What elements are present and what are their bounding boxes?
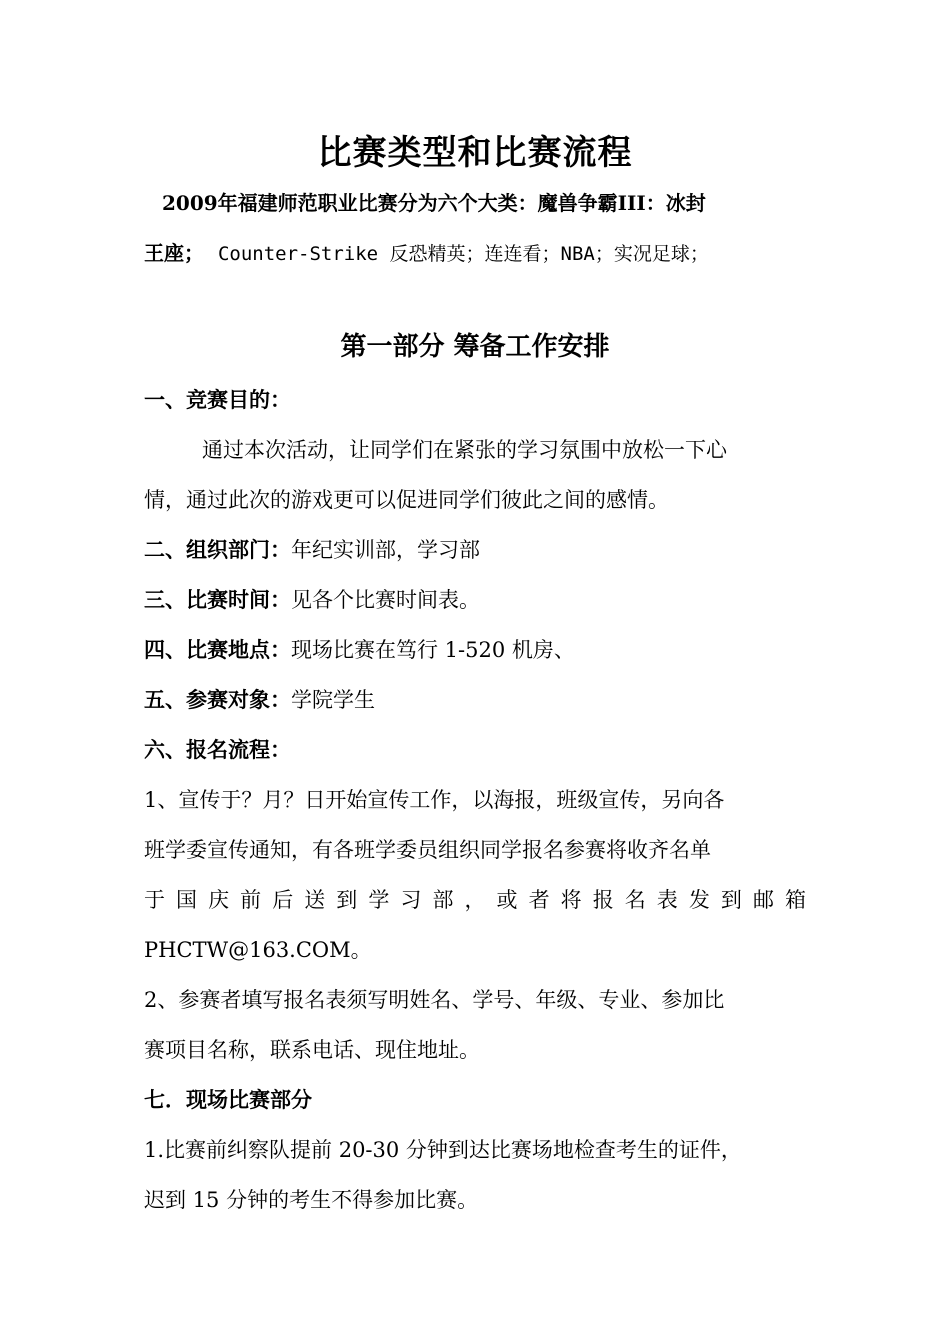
- intro-line-1: 2009年福建师范职业比赛分为六个大类：魔兽争霸III：冰封: [162, 191, 706, 215]
- item-6-1-line-3: 于国庆前后送到学习部，或者将报名表发到邮箱: [144, 888, 806, 912]
- item-2-value: 年纪实训部，学习部: [291, 538, 480, 562]
- item-1-label: 一、竞赛目的：: [144, 387, 291, 412]
- intro-line-2: [144, 228, 806, 279]
- item-6-1-line-4: PHCTW@163.COM。: [144, 938, 372, 962]
- document-title: 比赛类型和比赛流程: [317, 133, 633, 173]
- item-6-1-line-2: 班学委宣传通知，有各班学委员组织同学报名参赛将收齐名单: [144, 838, 711, 862]
- spacer: [144, 279, 806, 319]
- item-2-label: 二、组织部门：: [144, 537, 291, 562]
- section-title: 第一部分 筹备工作安排: [340, 332, 610, 362]
- item-1-para-line-1: 通过本次活动，让同学们在紧张的学习氛围中放松一下心: [202, 438, 727, 462]
- item-5-label: 五、参赛对象：: [144, 687, 291, 712]
- item-4-value: 现场比赛在笃行 1-520 机房、: [291, 638, 575, 662]
- item-2: [144, 525, 806, 575]
- item-3: [144, 575, 806, 625]
- item-6-1-line-1: 1、宣传于？月？日开始宣传工作，以海报，班级宣传，另向各: [144, 788, 725, 812]
- item-5: [144, 675, 806, 725]
- item-3-value: 见各个比赛时间表。: [291, 588, 480, 612]
- item-4: [144, 625, 806, 675]
- item-5-value: 学院学生: [291, 688, 375, 712]
- item-6-2-line-2: 赛项目名称，联系电话、现住地址。: [144, 1038, 480, 1062]
- intro-line-2-part-b: Counter-Strike 反恐精英；连连看；NBA；实况足球；: [217, 243, 709, 265]
- item-7-1-line-2: 迟到 15 分钟的考生不得参加比赛。: [144, 1188, 479, 1212]
- item-3-label: 三、比赛时间：: [144, 587, 291, 612]
- item-4-label: 四、比赛地点：: [144, 637, 291, 662]
- intro-line-2-part-a: 王座；: [144, 241, 204, 265]
- item-1-para-line-2: 情，通过此次的游戏更可以促进同学们彼此之间的感情。: [144, 488, 669, 512]
- item-7-label: 七．现场比赛部分: [144, 1087, 312, 1112]
- item-1-heading: [144, 375, 806, 425]
- item-7-1-line-1: 1.比赛前纠察队提前 20-30 分钟到达比赛场地检查考生的证件，: [144, 1138, 742, 1162]
- item-6-2-line-1: 2、参赛者填写报名表须写明姓名、学号、年级、专业、参加比: [144, 988, 725, 1012]
- item-6-label: 六、报名流程：: [144, 737, 291, 762]
- item-6-heading: [144, 725, 806, 775]
- item-7-heading: [144, 1075, 806, 1125]
